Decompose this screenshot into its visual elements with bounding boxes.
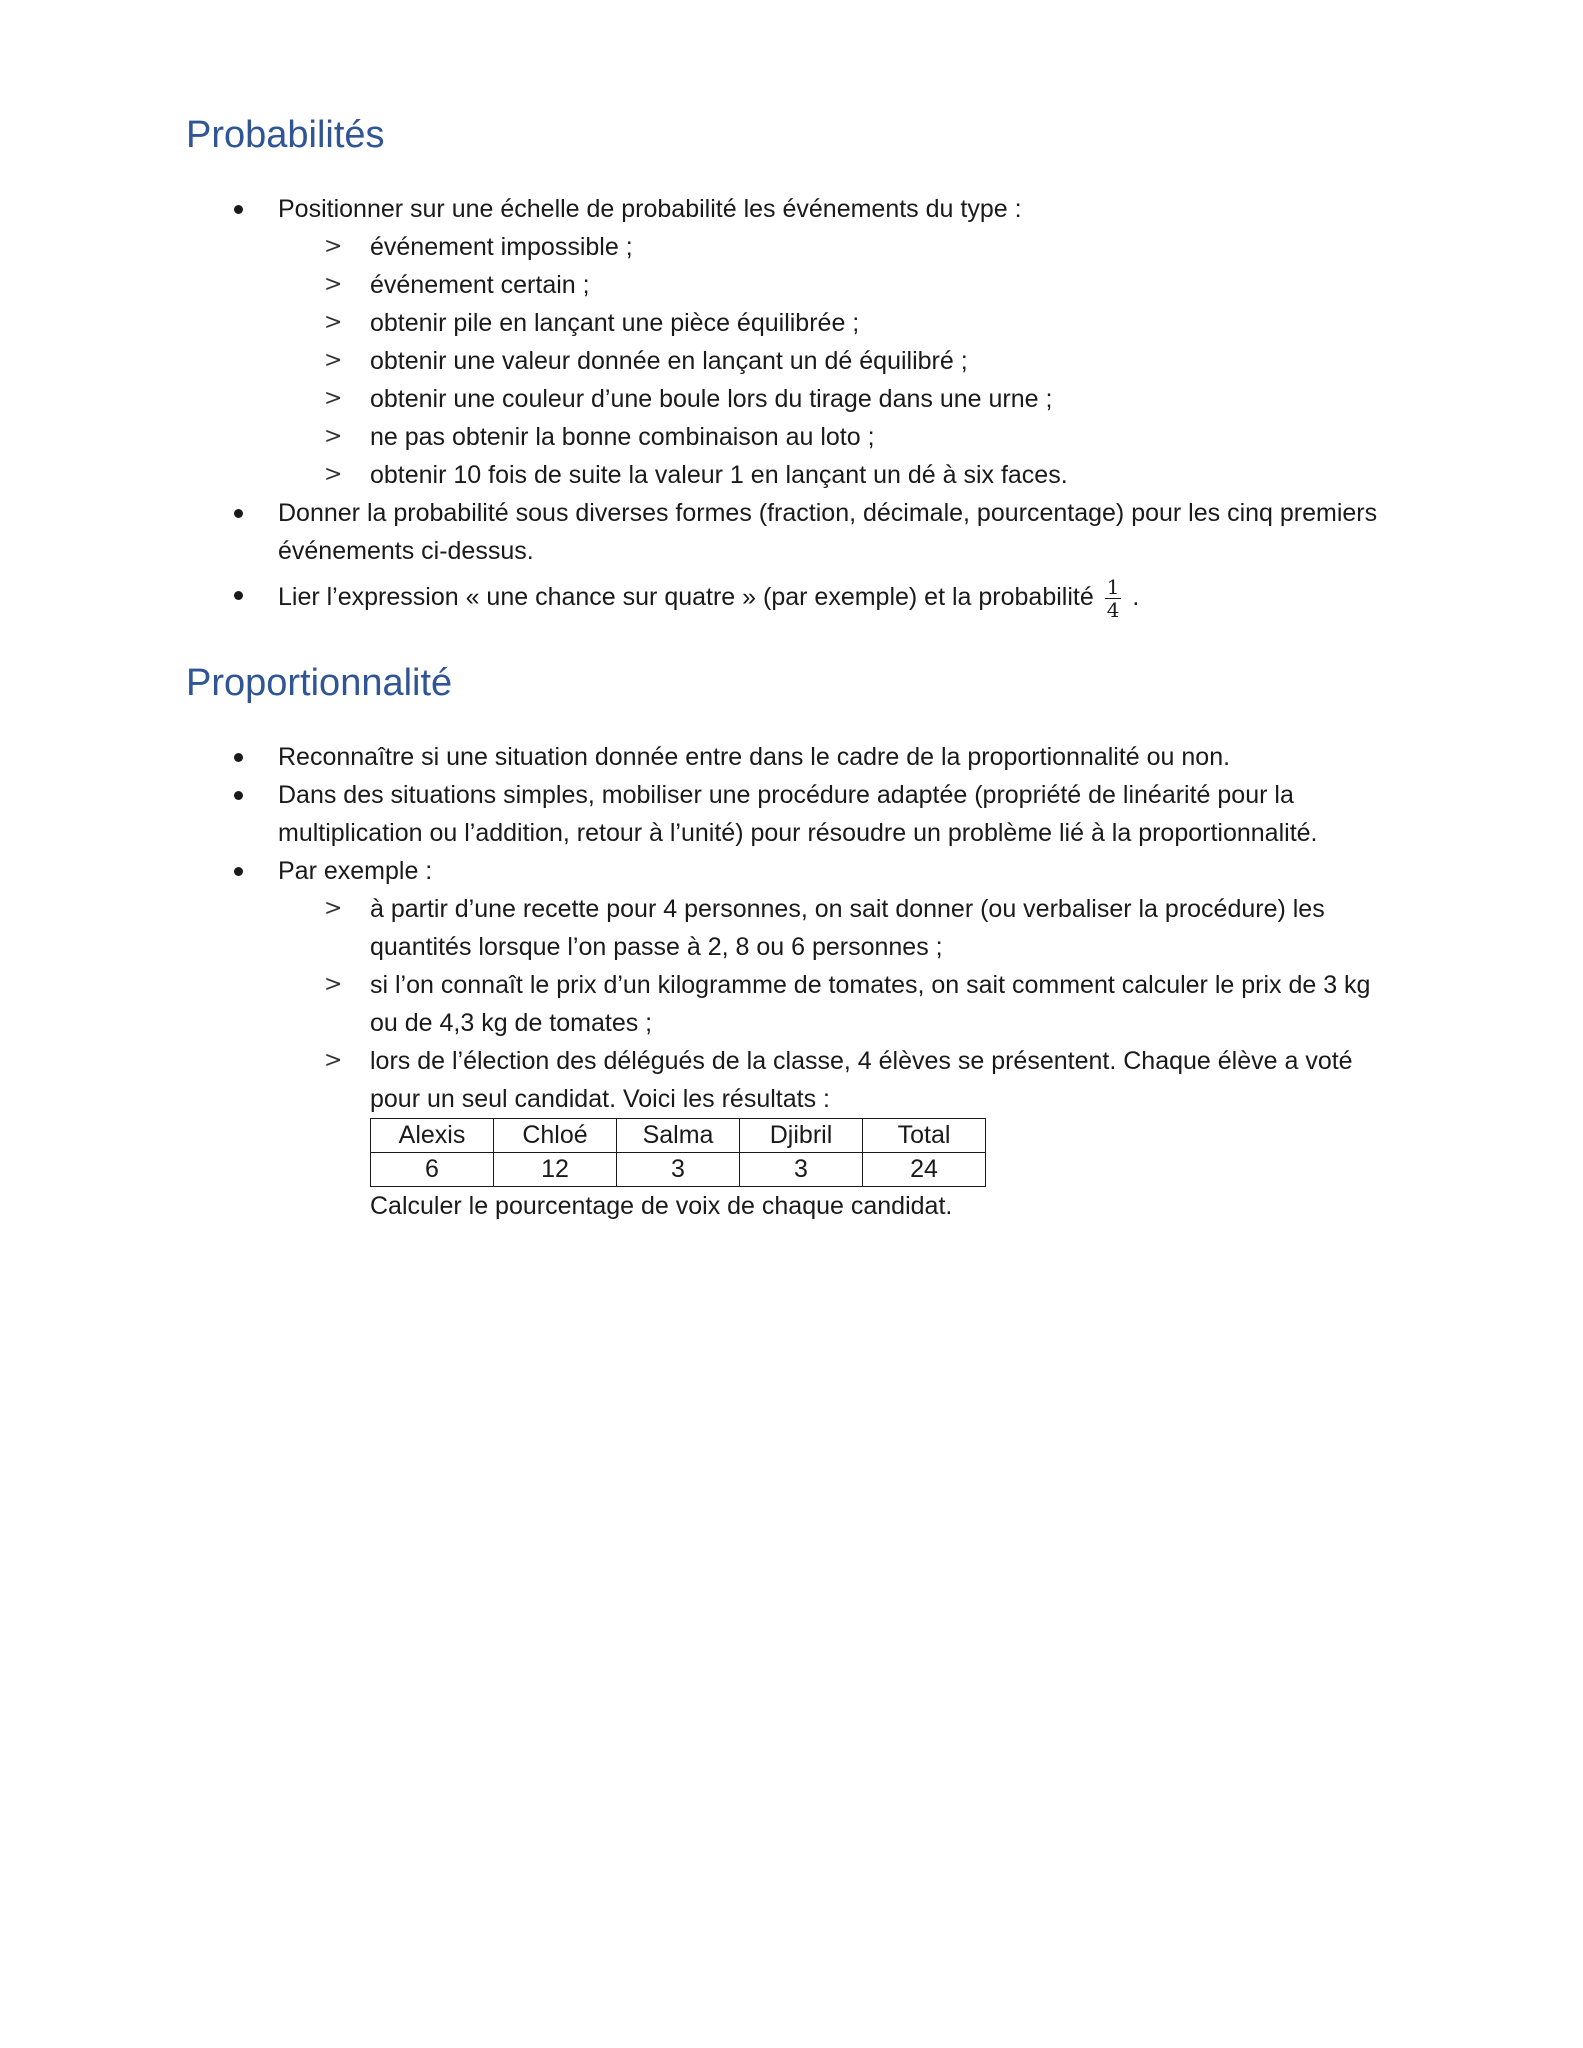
sub-list-item: > obtenir pile en lançant une pièce équilibrée ; (278, 304, 1380, 342)
vote-results-table (370, 1118, 986, 1187)
table-header-cell: Djibril (740, 1119, 863, 1153)
section-title-proportionnalite: Proportionnalité (186, 662, 453, 704)
bullet-text: Lier l’expression « une chance sur quatre » (par exemple) et la probabilité (278, 583, 1094, 612)
table-cell: 3 (617, 1153, 740, 1187)
sub-list-item: > si l’on connaît le prix d’un kilogramme de tomates, on sait comment calculer le prix de 3 kg ou de 4,3 kg de tomates ; (278, 966, 1380, 1042)
sub-list (278, 228, 1408, 494)
bullet-text: Par exemple : (278, 857, 433, 885)
list-item (0, 776, 1408, 852)
sub-list-item (278, 1042, 1380, 1225)
proportionnalite-list (0, 738, 1583, 1225)
table-header-cell: Total (863, 1119, 986, 1153)
table-header-cell: Alexis (371, 1119, 494, 1153)
bullet-text: Donner la probabilité sous diverses formes (fraction, décimale, pourcentage) pour les cinq premiers événements ci-dessus. (278, 499, 1378, 565)
sub-list-item: > événement certain ; (278, 266, 1380, 304)
bullet-text: Positionner sur une échelle de probabilité les événements du type : (278, 195, 1022, 223)
section-title-probabilites: Probabilités (186, 114, 385, 156)
bullet-text-end: . (1132, 583, 1140, 612)
table-cell: 3 (740, 1153, 863, 1187)
sub-list-item: > ne pas obtenir la bonne combinaison au loto ; (278, 418, 1380, 456)
sub-list-item: > obtenir une couleur d’une boule lors du tirage dans une urne ; (278, 380, 1380, 418)
table-cell: 24 (863, 1153, 986, 1187)
sub-list-item: > événement impossible ; (278, 228, 1380, 266)
list-item (0, 576, 1408, 621)
sub-list-item: > obtenir 10 fois de suite la valeur 1 en lançant un dé à six faces. (278, 456, 1380, 494)
list-item (0, 190, 1408, 494)
bullet-text: Dans des situations simples, mobiliser une procédure adaptée (propriété de linéarité pour la multiplication ou l’addition, retour à l’unité) pour résoudre un problème lié à la proportionnalité. (278, 781, 1318, 847)
fraction-numerator: 1 (1106, 575, 1120, 599)
table-header-cell: Salma (617, 1119, 740, 1153)
table-cell: 12 (494, 1153, 617, 1187)
table-row (371, 1153, 986, 1187)
fraction (1105, 576, 1122, 621)
table-cell: 6 (371, 1153, 494, 1187)
list-item (0, 852, 1408, 1225)
sub-list-item-text: lors de l’élection des délégués de la classe, 4 élèves se présentent. Chaque élève a voté pour un seul candidat. Voici les résultats : (370, 1047, 1353, 1113)
table-header-cell: Chloé (494, 1119, 617, 1153)
sub-list-item: > obtenir une valeur donnée en lançant un dé équilibré ; (278, 342, 1380, 380)
fraction-denominator: 4 (1106, 598, 1120, 622)
list-item (0, 738, 1408, 776)
sub-list-item: > à partir d’une recette pour 4 personnes, on sait donner (ou verbaliser la procédure) les quantités lorsque l’on passe à 2, 8 ou 6 personnes ; (278, 890, 1380, 966)
probabilites-list (0, 190, 1583, 621)
bullet-text: Reconnaître si une situation donnée entre dans le cadre de la proportionnalité ou non. (278, 743, 1231, 771)
sub-list (278, 890, 1408, 1225)
table-header-row (371, 1119, 986, 1153)
list-item (0, 494, 1408, 570)
table-caption: Calculer le pourcentage de voix de chaque candidat. (370, 1192, 953, 1220)
